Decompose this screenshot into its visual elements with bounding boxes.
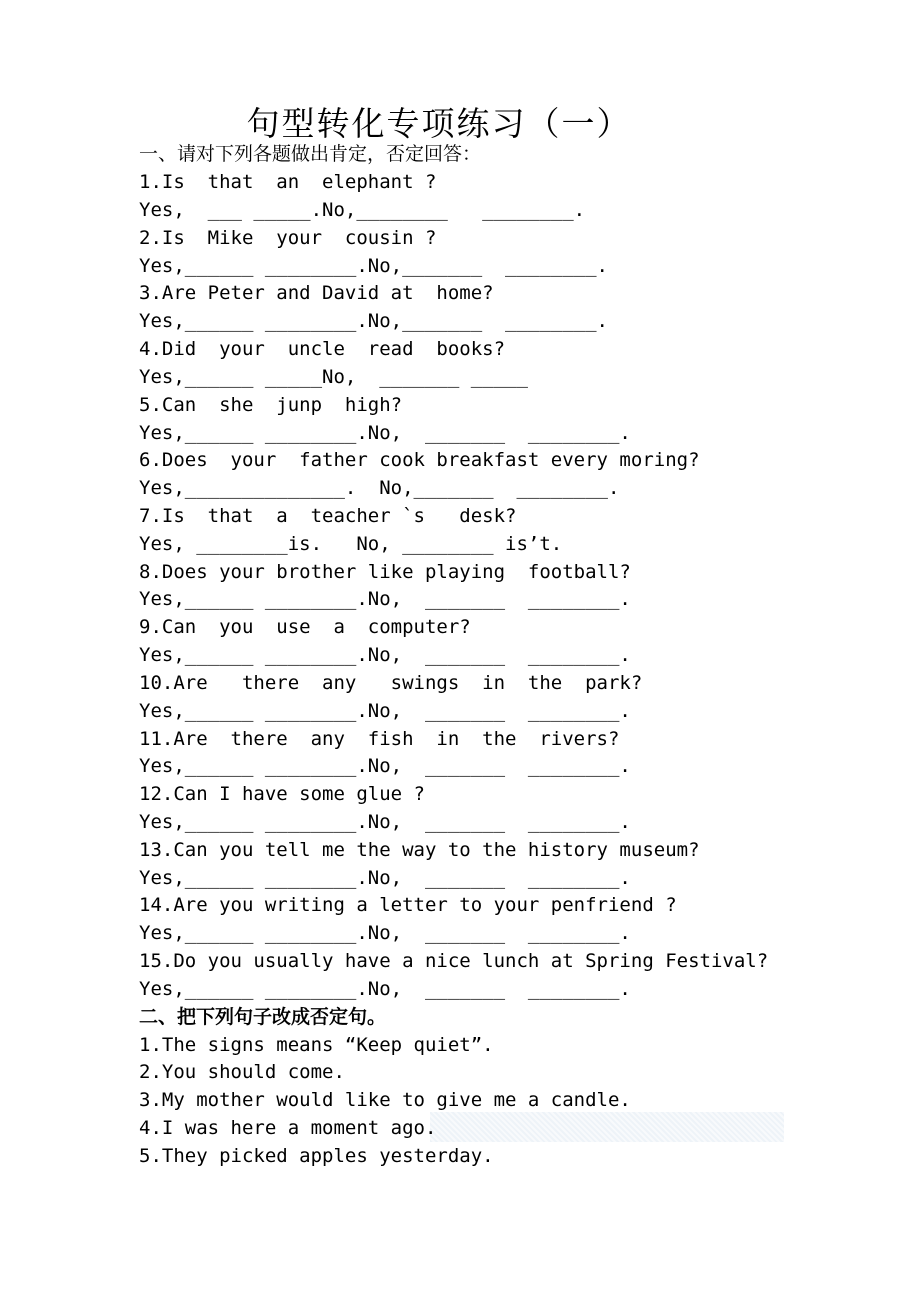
answer-line-15: Yes,______ ________.No, _______ ________. (139, 978, 631, 1000)
section2-heading: 二、把下列句子改成否定句。 (139, 1006, 387, 1028)
question-7: 7.Is that a teacher `s desk? (139, 505, 517, 527)
section1-heading: 一、请对下列各题做出肯定，否定回答： (139, 143, 482, 165)
question-1: 1.Is that an elephant ? (139, 171, 437, 193)
sentence-3: 3.My mother would like to give me a candle. (139, 1089, 631, 1111)
answer-line-10: Yes,______ ________.No, _______ ________. (139, 700, 631, 722)
question-5: 5.Can she junp high? (139, 394, 403, 416)
question-2: 2.Is Mike your cousin ? (139, 227, 437, 249)
answer-line-6: Yes,______________. No,_______ ________. (139, 477, 620, 499)
question-8: 8.Does your brother like playing football? (139, 561, 631, 583)
question-12: 12.Can I have some glue ? (139, 783, 425, 805)
answer-line-1: Yes, ___ _____.No,________ ________. (139, 199, 586, 221)
answer-line-11: Yes,______ ________.No, _______ ________. (139, 755, 631, 777)
answer-line-13: Yes,______ ________.No, _______ ________. (139, 867, 631, 889)
answer-line-8: Yes,______ ________.No, _______ ________. (139, 588, 631, 610)
page-title: 句型转化专项练习（一） (246, 104, 632, 143)
answer-line-4: Yes,______ _____No, _______ _____ (139, 366, 528, 388)
question-14: 14.Are you writing a letter to your penfriend ? (139, 894, 677, 916)
question-4: 4.Did your uncle read books? (139, 338, 506, 360)
question-6: 6.Does your father cook breakfast every moring? (139, 449, 700, 471)
answer-line-12: Yes,______ ________.No, _______ ________. (139, 811, 631, 833)
question-13: 13.Can you tell me the way to the history museum? (139, 839, 700, 861)
sentence-4: 4.I was here a moment ago. (139, 1117, 437, 1139)
question-9: 9.Can you use a computer? (139, 616, 471, 638)
question-3: 3.Are Peter and David at home? (139, 282, 494, 304)
background-shading (430, 1112, 784, 1142)
sentence-2: 2.You should come. (139, 1061, 345, 1083)
answer-line-3: Yes,______ ________.No,_______ ________. (139, 310, 608, 332)
answer-line-14: Yes,______ ________.No, _______ ________. (139, 922, 631, 944)
sentence-1: 1.The signs means “Keep quiet”. (139, 1034, 494, 1056)
question-11: 11.Are there any fish in the rivers? (139, 728, 620, 750)
question-15: 15.Do you usually have a nice lunch at Spring Festival? (139, 950, 769, 972)
sentence-5: 5.They picked apples yesterday. (139, 1145, 494, 1167)
question-10: 10.Are there any swings in the park? (139, 672, 643, 694)
answer-line-2: Yes,______ ________.No,_______ ________. (139, 255, 608, 277)
answer-line-7: Yes, ________is. No, ________ is’t. (139, 533, 563, 555)
answer-line-9: Yes,______ ________.No, _______ ________. (139, 644, 631, 666)
answer-line-5: Yes,______ ________.No, _______ ________. (139, 422, 631, 444)
